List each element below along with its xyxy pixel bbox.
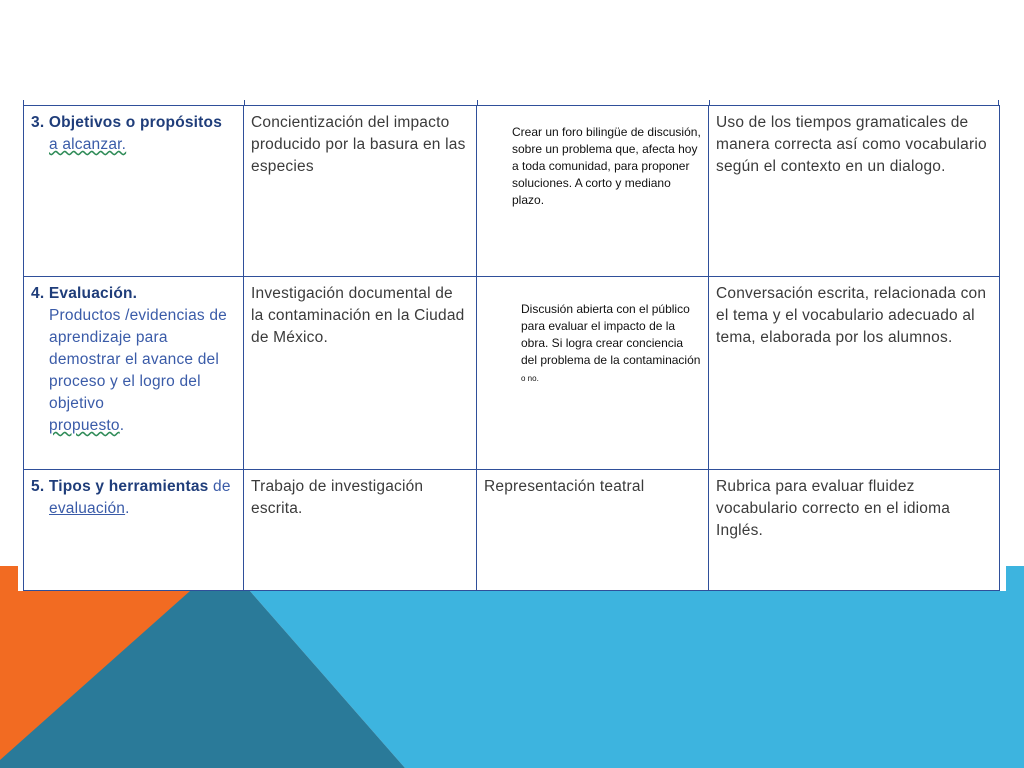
row-label-cell <box>24 470 244 591</box>
tick <box>477 100 478 106</box>
row-title: Objetivos o propósitos <box>48 114 223 131</box>
table-row <box>24 106 1000 277</box>
row-subtitle <box>31 305 236 437</box>
row-number: 5. <box>31 478 45 495</box>
table-cell: Trabajo de investigación escrita. <box>244 470 477 591</box>
row-subtitle-end: propuesto <box>49 417 120 434</box>
cell-small-tail: o no. <box>521 374 539 383</box>
table-cell: Representación teatral <box>477 470 709 591</box>
table-cell <box>477 106 709 277</box>
row-label-cell <box>24 106 244 277</box>
row-title: Tipos y herramientas <box>48 478 209 495</box>
table-cell <box>477 277 709 470</box>
tick <box>244 100 245 106</box>
cell-small-main: Discusión abierta con el público para evaluar el impacto de la obra. Si logra crear conciencia del problema de la contaminación <box>521 302 701 367</box>
table-cell: Concientización del impacto producido por la basura en las especies <box>244 106 477 277</box>
row-number: 4. <box>31 285 45 302</box>
row-label-cell <box>24 277 244 470</box>
planning-grid <box>23 105 1000 591</box>
tick <box>709 100 710 106</box>
table-cell: Uso de los tiempos gramaticales de manera correcta así como vocabulario según el contexto en un dialogo. <box>709 106 1000 277</box>
row-subtitle: a alcanzar. <box>49 136 127 153</box>
planning-table <box>23 105 999 591</box>
table-cell: Investigación documental de la contaminación en la Ciudad de México. <box>244 277 477 470</box>
row-subtitle <box>31 498 236 520</box>
table-cell: Rubrica para evaluar fluidez vocabulario correcto en el idioma Inglés. <box>709 470 1000 591</box>
row-title: Evaluación. <box>48 285 138 302</box>
row-number: 3. <box>31 114 45 131</box>
tick <box>998 100 999 106</box>
table-top-edge-ticks <box>23 100 999 106</box>
row-subtitle-period: . <box>119 417 125 434</box>
row-subtitle-period: . <box>125 500 130 517</box>
row-subtitle-text: evaluación <box>49 500 126 517</box>
cell-small-text: Crear un foro bilingüe de discusión, sobre un problema que, afecta hoy a toda comunidad, para proponer soluciones. A corto y mediano plazo. <box>512 125 701 207</box>
row-subtitle-text: Productos /evidencias de aprendizaje para demostrar el avance del proceso y el logro del objetivo <box>49 307 227 412</box>
tick <box>23 100 24 106</box>
cell-small-text <box>484 283 701 387</box>
table-row <box>24 277 1000 470</box>
table-cell: Conversación escrita, relacionada con el tema y el vocabulario adecuado al tema, elaborada por los alumnos. <box>709 277 1000 470</box>
row-title-tail: de <box>213 478 231 495</box>
table-row <box>24 470 1000 591</box>
